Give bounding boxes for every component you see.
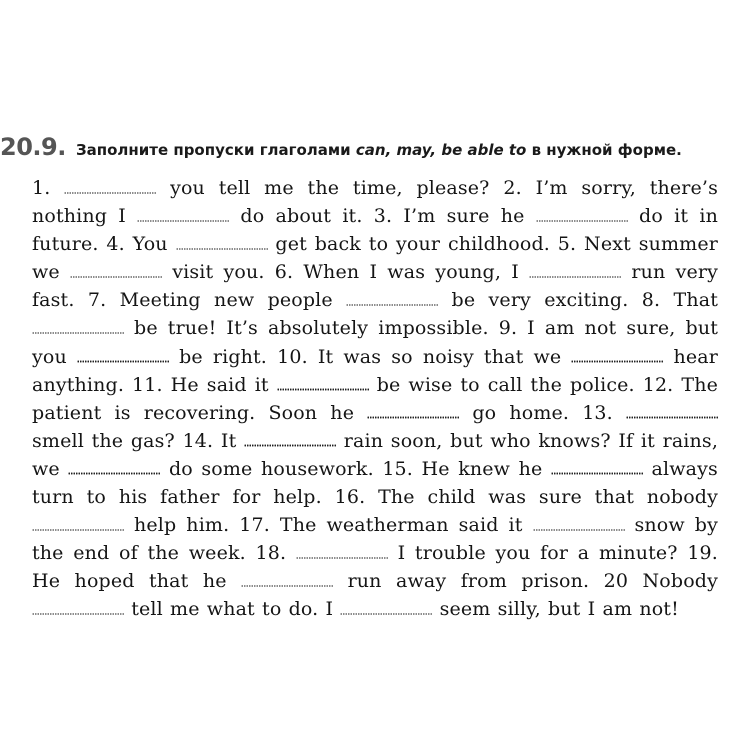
- instruction-verbs: can, may, be able to: [355, 141, 527, 159]
- text-segment: you tell me the time, please? 2. I’m sorry, there’s nothing I: [32, 177, 718, 228]
- text-segment: get back to your childhood. 5. Next summer we: [32, 233, 718, 284]
- answer-blank[interactable]: [70, 264, 162, 278]
- answer-blank[interactable]: [551, 461, 643, 475]
- answer-blank[interactable]: [244, 433, 336, 447]
- text-segment: be wise to call the police. 12. The patient is recovering. Soon he: [32, 373, 718, 424]
- text-segment: run very fast. 7. Meeting new people: [32, 261, 718, 312]
- answer-blank[interactable]: [296, 545, 388, 559]
- answer-blank[interactable]: [137, 208, 229, 222]
- instruction-before: Заполните пропуски глаголами: [75, 141, 351, 159]
- text-segment: go home. 13.: [472, 401, 613, 424]
- answer-blank[interactable]: [529, 264, 621, 278]
- answer-blank[interactable]: [277, 377, 369, 391]
- text-segment: hear anything. 11. He said it: [32, 345, 718, 396]
- task-header: [0, 133, 740, 161]
- text-segment: do it in future. 4. You: [32, 205, 718, 256]
- text-segment: tell me what to do. I: [131, 598, 334, 621]
- text-segment: do about it. 3. I’m sure he: [240, 205, 525, 228]
- task-number: 20.9.: [0, 133, 66, 161]
- answer-blank[interactable]: [64, 180, 156, 194]
- text-segment: 1.: [32, 177, 51, 199]
- answer-blank[interactable]: [68, 461, 160, 475]
- text-segment: be right. 10. It was so noisy that we: [179, 345, 562, 368]
- exercise-text: [32, 174, 718, 624]
- text-segment: do some housework. 15. He knew he: [168, 457, 543, 480]
- answer-blank[interactable]: [77, 349, 169, 363]
- text-segment: visit you. 6. When I was young, I: [172, 261, 519, 284]
- answer-blank[interactable]: [32, 517, 124, 531]
- text-segment: be very exciting. 8. That: [451, 289, 718, 312]
- answer-blank[interactable]: [340, 601, 432, 615]
- instruction-after: в нужной форме.: [531, 141, 682, 159]
- text-segment: run away from prison. 20 Nobody: [347, 570, 718, 593]
- answer-blank[interactable]: [533, 517, 625, 531]
- answer-blank[interactable]: [176, 236, 268, 250]
- answer-blank[interactable]: [367, 405, 459, 419]
- answer-blank[interactable]: [571, 349, 663, 363]
- answer-blank[interactable]: [241, 573, 333, 587]
- text-segment: seem silly, but I am not!: [439, 598, 679, 621]
- text-segment: always turn to his father for help. 16. The child was sure that nobody: [32, 457, 718, 509]
- answer-blank[interactable]: [32, 320, 124, 334]
- text-segment: help him. 17. The weatherman said it: [134, 514, 523, 537]
- text-segment: be true! It’s absolutely impossible. 9. I am not sure, but you: [32, 317, 718, 368]
- text-segment: rain soon, but who knows? If it rains, we: [32, 429, 719, 480]
- text-segment: smell the gas? 14. It: [32, 429, 237, 452]
- answer-blank[interactable]: [32, 601, 124, 615]
- text-segment: snow by the end of the week. 18.: [32, 514, 718, 565]
- text-segment: I trouble you for a minute? 19. He hoped that he: [32, 542, 718, 593]
- task-instruction: [76, 141, 682, 159]
- answer-blank[interactable]: [626, 405, 718, 419]
- answer-blank[interactable]: [346, 292, 438, 306]
- answer-blank[interactable]: [536, 208, 628, 222]
